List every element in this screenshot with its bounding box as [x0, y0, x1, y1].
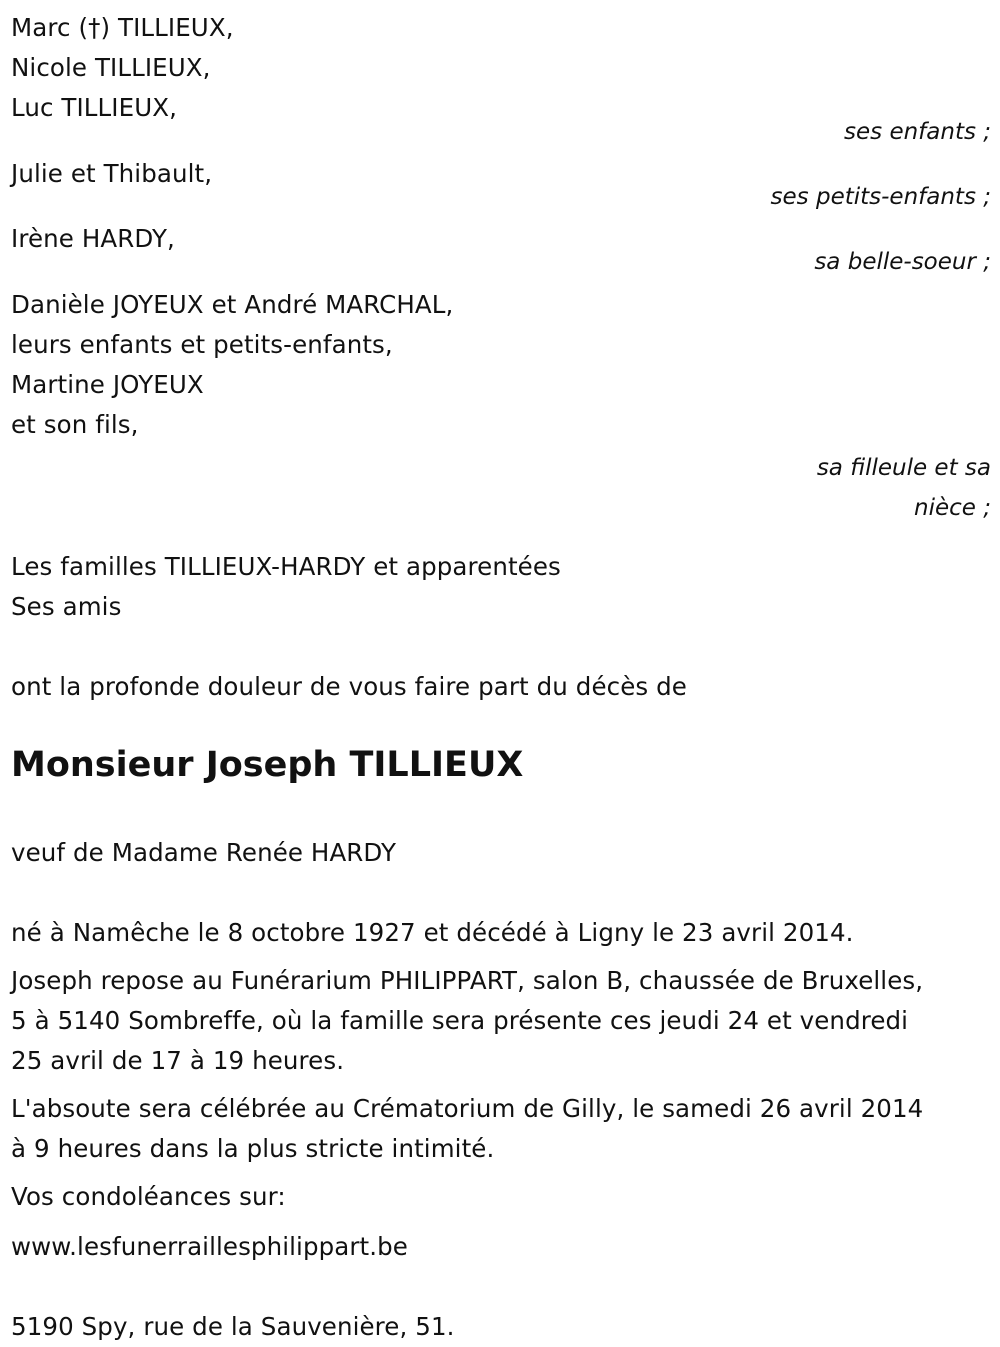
- goddaughter-line-1: Danièle JOYEUX et André MARCHAL,: [11, 290, 454, 319]
- funerarium-line-1: Joseph repose au Funérarium PHILIPPART, salon B, chaussée de Bruxelles,: [11, 966, 924, 995]
- family-child-3: Luc TILLIEUX,: [11, 93, 178, 122]
- home-address: 5190 Spy, rue de la Sauvenière, 51.: [11, 1312, 455, 1341]
- ceremony-line-1: L'absoute sera célébrée au Crématorium de Gilly, le samedi 26 avril 2014: [11, 1094, 924, 1123]
- goddaughter-relation-1: sa filleule et sa: [816, 455, 991, 481]
- family-child-2: Nicole TILLIEUX,: [11, 53, 211, 82]
- condolences-label: Vos condoléances sur:: [11, 1182, 286, 1211]
- goddaughter-line-4: et son fils,: [11, 410, 139, 439]
- condolences-link[interactable]: www.lesfunerraillesphilippart.be: [11, 1232, 408, 1261]
- extended-family: Les familles TILLIEUX-HARDY et apparentées: [11, 552, 561, 581]
- obituary-notice: [11, 0, 991, 1347]
- ceremony-line-2: à 9 heures dans la plus stricte intimité.: [11, 1134, 495, 1163]
- sister-in-law-relation: sa belle-soeur ;: [814, 249, 991, 275]
- widower-of: veuf de Madame Renée HARDY: [11, 838, 397, 867]
- grandchildren-names: Julie et Thibault,: [11, 159, 213, 188]
- announcement-text: ont la profonde douleur de vous faire part du décès de: [11, 672, 687, 701]
- goddaughter-relation-2: nièce ;: [914, 495, 991, 521]
- friends: Ses amis: [11, 592, 122, 621]
- funerarium-line-3: 25 avril de 17 à 19 heures.: [11, 1046, 345, 1075]
- birth-death-info: né à Namêche le 8 octobre 1927 et décédé à Ligny le 23 avril 2014.: [11, 918, 854, 947]
- funerarium-line-2: 5 à 5140 Sombreffe, où la famille sera présente ces jeudi 24 et vendredi: [11, 1006, 909, 1035]
- goddaughter-line-3: Martine JOYEUX: [11, 370, 204, 399]
- grandchildren-relation: ses petits-enfants ;: [770, 184, 991, 210]
- sister-in-law-name: Irène HARDY,: [11, 224, 175, 253]
- children-relation: ses enfants ;: [844, 119, 991, 145]
- family-child-1: Marc (†) TILLIEUX,: [11, 13, 234, 42]
- goddaughter-line-2: leurs enfants et petits-enfants,: [11, 330, 393, 359]
- deceased-name: Monsieur Joseph TILLIEUX: [11, 745, 524, 785]
